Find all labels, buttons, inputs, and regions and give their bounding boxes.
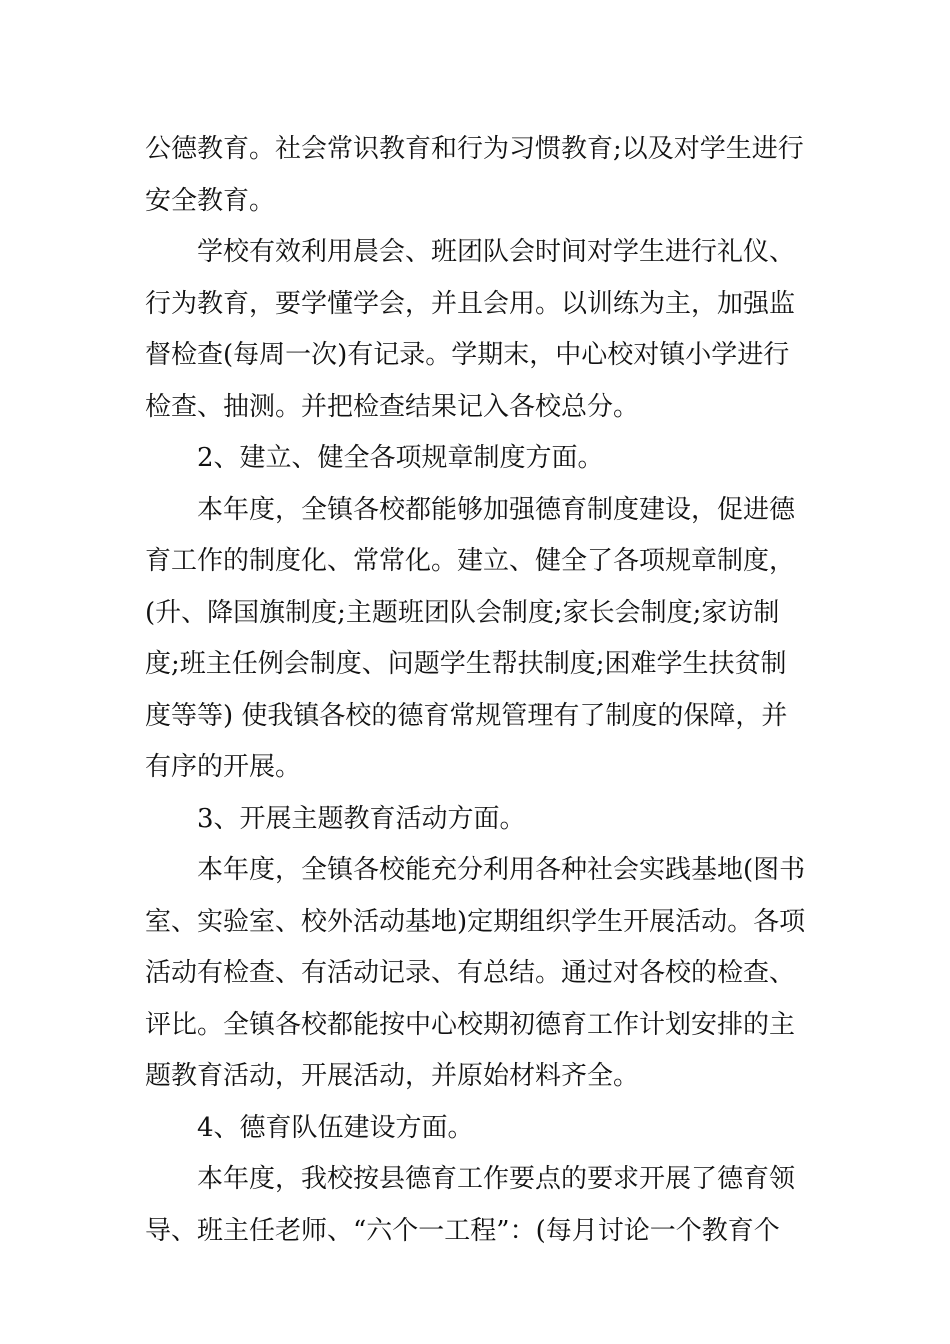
paragraph-start-line: 本年度，我校按县德育工作要点的要求开展了德育领 (197, 1164, 796, 1194)
text-line: 安全教育。 (145, 185, 276, 216)
text-line: 题教育活动，开展活动，并原始材料齐全。 (145, 1061, 640, 1091)
text-line: 有序的开展。 (145, 752, 302, 782)
paragraph-start-line: 本年度，全镇各校都能够加强德育制度建设，促进德 (197, 494, 796, 525)
paragraph-start-line: 学校有效利用晨会、班团队会时间对学生进行礼仪、 (197, 237, 796, 267)
text-line: 育工作的制度化、常常化。建立、健全了各项规章制度， (145, 546, 796, 576)
text-line: 评比。全镇各校都能按中心校期初德育工作计划安排的主 (145, 1009, 796, 1040)
section-heading-2: 2、建立、健全各项规章制度方面。 (197, 443, 604, 473)
text-line: 行为教育，要学懂学会，并且会用。以训练为主，加强监 (145, 288, 796, 319)
text-line: 导、班主任老师、“六个一工程”：(每月讨论一个教育个 (145, 1215, 780, 1246)
text-line: 活动有检查、有活动记录、有总结。通过对各校的检查、 (145, 958, 796, 988)
text-line: 室、实验室、校外活动基地)定期组织学生开展活动。各项 (145, 906, 806, 937)
text-line: 公德教育。社会常识教育和行为习惯教育;以及对学生进行 (145, 134, 804, 164)
paragraph-start-line: 本年度，全镇各校能充分利用各种社会实践基地(图书 (197, 855, 806, 885)
section-heading-4: 4、德育队伍建设方面。 (197, 1112, 474, 1143)
text-line: 督检查(每周一次)有记录。学期末，中心校对镇小学进行 (145, 340, 790, 370)
text-line: 度等等) 使我镇各校的德育常规管理有了制度的保障，并 (145, 700, 788, 731)
text-line: (升、降国旗制度;主题班团队会制度;家长会制度;家访制 (145, 597, 780, 628)
section-heading-3: 3、开展主题教育活动方面。 (197, 803, 526, 834)
text-line: 检查、抽测。并把检查结果记入各校总分。 (145, 391, 640, 422)
document-body (145, 124, 807, 1257)
text-line: 度;班主任例会制度、问题学生帮扶制度;困难学生扶贫制 (145, 649, 787, 679)
